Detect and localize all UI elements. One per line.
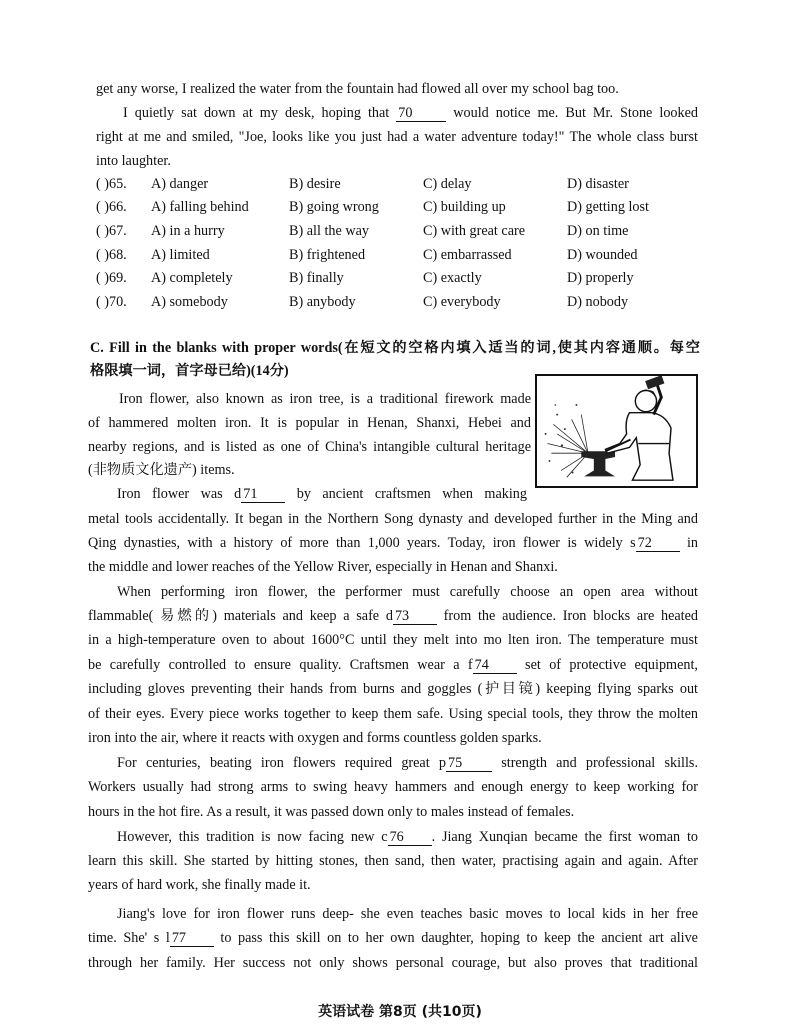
- question-number: ( )70.: [96, 294, 127, 310]
- question-row: [0, 174, 800, 194]
- passage-line: the middle and lower reaches of the Yellow River, especially in Henan and Shanxi.: [88, 559, 558, 575]
- option-c: C) embarrassed: [423, 247, 512, 263]
- passage-line: into laughter.: [96, 153, 171, 169]
- passage-line: years of hard work, she finally made it.: [88, 877, 311, 893]
- passage-line: However, this tradition is now facing new c 76 . Jiang Xunqian became the first woman to: [117, 829, 698, 845]
- question-number: ( )66.: [96, 199, 127, 215]
- passage-line: (非物质文化遗产) items.: [88, 462, 235, 478]
- option-d: D) getting lost: [567, 199, 649, 215]
- passage-line: hours in the hot fire. As a result, it was passed down only to males instead of females.: [88, 804, 575, 820]
- option-d: D) on time: [567, 223, 629, 239]
- option-c: C) everybody: [423, 294, 501, 310]
- passage-line: in a high-temperature oven to about 1600°C until they melt into mo lten iron. The temperature must: [88, 632, 698, 648]
- passage-line: through her family. Her success not only shows personal courage, but also proves that traditional: [88, 955, 698, 971]
- passage-line: For centuries, beating iron flowers required great p 75 strength and professional skills.: [117, 755, 698, 771]
- passage-line: Iron flower was d 71 by ancient craftsmen when making: [117, 486, 527, 502]
- question-row: [0, 292, 800, 312]
- passage-line: be carefully controlled to ensure quality. Craftsmen wear a f 74 set of protective equipment,: [88, 657, 698, 673]
- passage-line: learn this skill. She started by hitting stones, then sand, then water, practising again and again. After: [88, 853, 698, 869]
- option-d: D) nobody: [567, 294, 629, 310]
- question-number: ( )67.: [96, 223, 127, 239]
- option-c: C) exactly: [423, 270, 482, 286]
- passage-line: get any worse, I realized the water from the fountain had flowed all over my school bag too.: [96, 81, 619, 97]
- question-row: [0, 268, 800, 288]
- question-number: ( )68.: [96, 247, 127, 263]
- option-b: B) all the way: [289, 223, 369, 239]
- passage-line: Workers usually had strong arms to swing heavy hammers and enough energy to keep working for: [88, 779, 698, 795]
- option-a: A) falling behind: [151, 199, 249, 215]
- option-b: B) finally: [289, 270, 344, 286]
- passage-line: right at me and smiled, "Joe, looks like you just had a water adventure today!" The whole class burst: [96, 129, 698, 145]
- blank-73: 73: [393, 609, 437, 625]
- passage-line: I quietly sat down at my desk, hoping that 70 would notice me. But Mr. Stone looked: [123, 105, 698, 121]
- blank-71: 71: [241, 487, 285, 503]
- blank-75: 75: [446, 756, 492, 772]
- question-row: [0, 197, 800, 217]
- passage-line: nearby regions, and is listed as one of China's intangible cultural heritage: [88, 439, 531, 455]
- option-b: B) frightened: [289, 247, 366, 263]
- question-number: ( )69.: [96, 270, 127, 286]
- passage-line: time. She' s l 77 to pass this skill on to her own daughter, hoping to keep the ancient art alive: [88, 930, 698, 946]
- option-d: D) wounded: [567, 247, 638, 263]
- option-b: B) going wrong: [289, 199, 379, 215]
- passage-line: Iron flower, also known as iron tree, is a traditional firework made: [119, 391, 531, 407]
- question-row: [0, 221, 800, 241]
- option-c: C) delay: [423, 176, 472, 192]
- question-number: ( )65.: [96, 176, 127, 192]
- blank-74: 74: [473, 658, 517, 674]
- passage-line: When performing iron flower, the performer must carefully choose an open area without: [117, 584, 698, 600]
- option-d: D) properly: [567, 270, 634, 286]
- blank-77: 77: [170, 931, 214, 947]
- option-b: B) desire: [289, 176, 341, 192]
- option-a: A) limited: [151, 247, 210, 263]
- section-heading: 格限填一词，首字母已给)(14分): [90, 363, 289, 379]
- blank-70: 70: [396, 106, 446, 122]
- option-a: A) completely: [151, 270, 233, 286]
- passage-line: iron into the air, where it reacts with oxygen and forms countless golden sparks.: [88, 730, 542, 746]
- passage-line: Jiang's love for iron flower runs deep- she even teaches basic moves to local kids in her free: [117, 906, 698, 922]
- blank-72: 72: [636, 536, 680, 552]
- passage-line: including gloves preventing their hands from burns and goggles (护目镜) keeping flying sparks out: [88, 681, 698, 697]
- option-d: D) disaster: [567, 176, 629, 192]
- passage-line: flammable( 易燃的) materials and keep a safe d 73 from the audience. Iron blocks are heated: [88, 608, 699, 624]
- option-a: A) danger: [151, 176, 209, 192]
- passage-line: of hammered molten iron. It is popular in Henan, Shanxi, Hebei and: [88, 415, 531, 431]
- passage-line: Qing dynasties, with a history of more than 1,000 years. Today, iron flower is widely s 72 in: [88, 535, 698, 551]
- question-row: [0, 245, 800, 265]
- option-c: C) building up: [423, 199, 506, 215]
- passage-line: of their eyes. Every piece works together to keep them safe. Using special tools, they throw the molten: [88, 706, 698, 722]
- option-a: A) in a hurry: [151, 223, 225, 239]
- passage-line: metal tools accidentally. It began in the Northern Song dynasty and developed further in the Ming and: [88, 511, 698, 527]
- option-a: A) somebody: [151, 294, 228, 310]
- option-c: C) with great care: [423, 223, 526, 239]
- section-heading: C. Fill in the blanks with proper words(在短文的空格内填入适当的词,使其内容通顺。每空: [90, 340, 700, 356]
- page-footer: 英语试卷 第8页 (共10页): [318, 1004, 482, 1020]
- blank-76: 76: [388, 830, 432, 846]
- option-b: B) anybody: [289, 294, 356, 310]
